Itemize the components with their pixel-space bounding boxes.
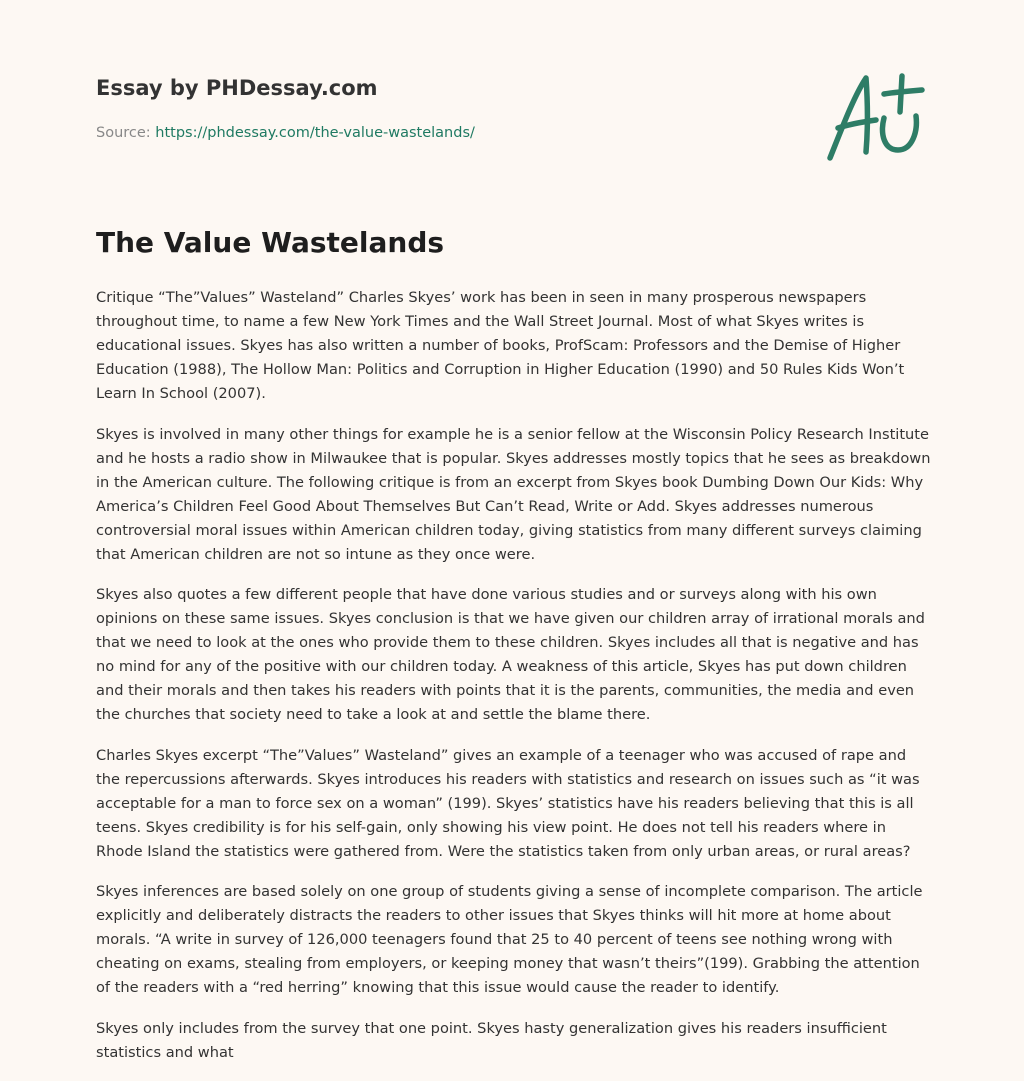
source-link[interactable]: https://phdessay.com/the-value-wastelands/ [155, 125, 475, 141]
source-line [96, 125, 475, 141]
essay-paragraph: Critique “The”Values” Wasteland” Charles Skyes’ work has been in seen in many prosperous newspapers throughout time, to name a few New York Times and the Wall Street Journal. Most of what Skyes writes is educational issues. Skyes has also written a number of books, ProfScam: Professors and the Demise of Higher Education (1988), The Hollow Man: Politics and Corruption in Higher Education (1990) and 50 Rules Kids Won’t Learn In School (2007). [96, 289, 905, 402]
essay-paragraph: Skyes only includes from the survey that one point. Skyes hasty generalization gives his readers insufficient statistics and what [96, 1019, 887, 1061]
essay-body [96, 286, 932, 1081]
essay-paragraph: Charles Skyes excerpt “The”Values” Wasteland” gives an example of a teenager who was accused of rape and the repercussions afterwards. Skyes introduces his readers with statistics and research on issues such as “it was acceptable for a man to force sex on a woman” (199). Skyes’ statistics have his readers believing that this is all teens. Skyes credibility is for his self-gain, only showing his view point. He does not tell his readers where in Rhode Island the statistics were gathered from. Were the statistics taken from only urban areas, or rural areas? [96, 746, 920, 860]
essay-paragraph: Skyes also quotes a few different people that have done various studies and or surveys along with his own opinions on these same issues. Skyes conclusion is that we have given our children array of irrational morals and that we need to look at the ones who provide them to these children. Skyes includes all that is negative and has no mind for any of the positive with our children today. A weakness of this article, Skyes has put down children and their morals and then takes his readers with points that it is the parents, communities, the media and even the churches that society need to take a look at and settle the blame there. [96, 586, 925, 723]
site-brand: Essay by PHDessay.com [96, 76, 378, 100]
essay-paragraph: Skyes inferences are based solely on one group of students giving a sense of incomplete comparison. The article explicitly and deliberately distracts the readers to other issues that Skyes thinks will hit more at home about morals. “A write in survey of 126,000 teenagers found that 25 to 40 percent of teens see nothing wrong with cheating on exams, stealing from employers, or keeping money that wasn’t theirs”(199). Grabbing the attention of the readers with a “red herring” knowing that this issue would cause the reader to identify. [96, 883, 923, 996]
essay-title: The Value Wastelands [96, 226, 445, 259]
source-label: Source: [96, 125, 156, 141]
essay-paragraph: Skyes is involved in many other things for example he is a senior fellow at the Wisconsin Policy Research Institute and he hosts a radio show in Milwaukee that is popular. Skyes addresses mostly topics that he sees as breakdown in the American culture. The following critique is from an excerpt from Skyes book Dumbing Down Our Kids: Why America’s Children Feel Good About Themselves But Can’t Read, Write or Add. Skyes addresses numerous controversial moral issues within American children today, giving statistics from many different surveys claiming that American children are not so intune as they once were. [96, 425, 931, 563]
a-plus-logo-icon [818, 66, 932, 166]
